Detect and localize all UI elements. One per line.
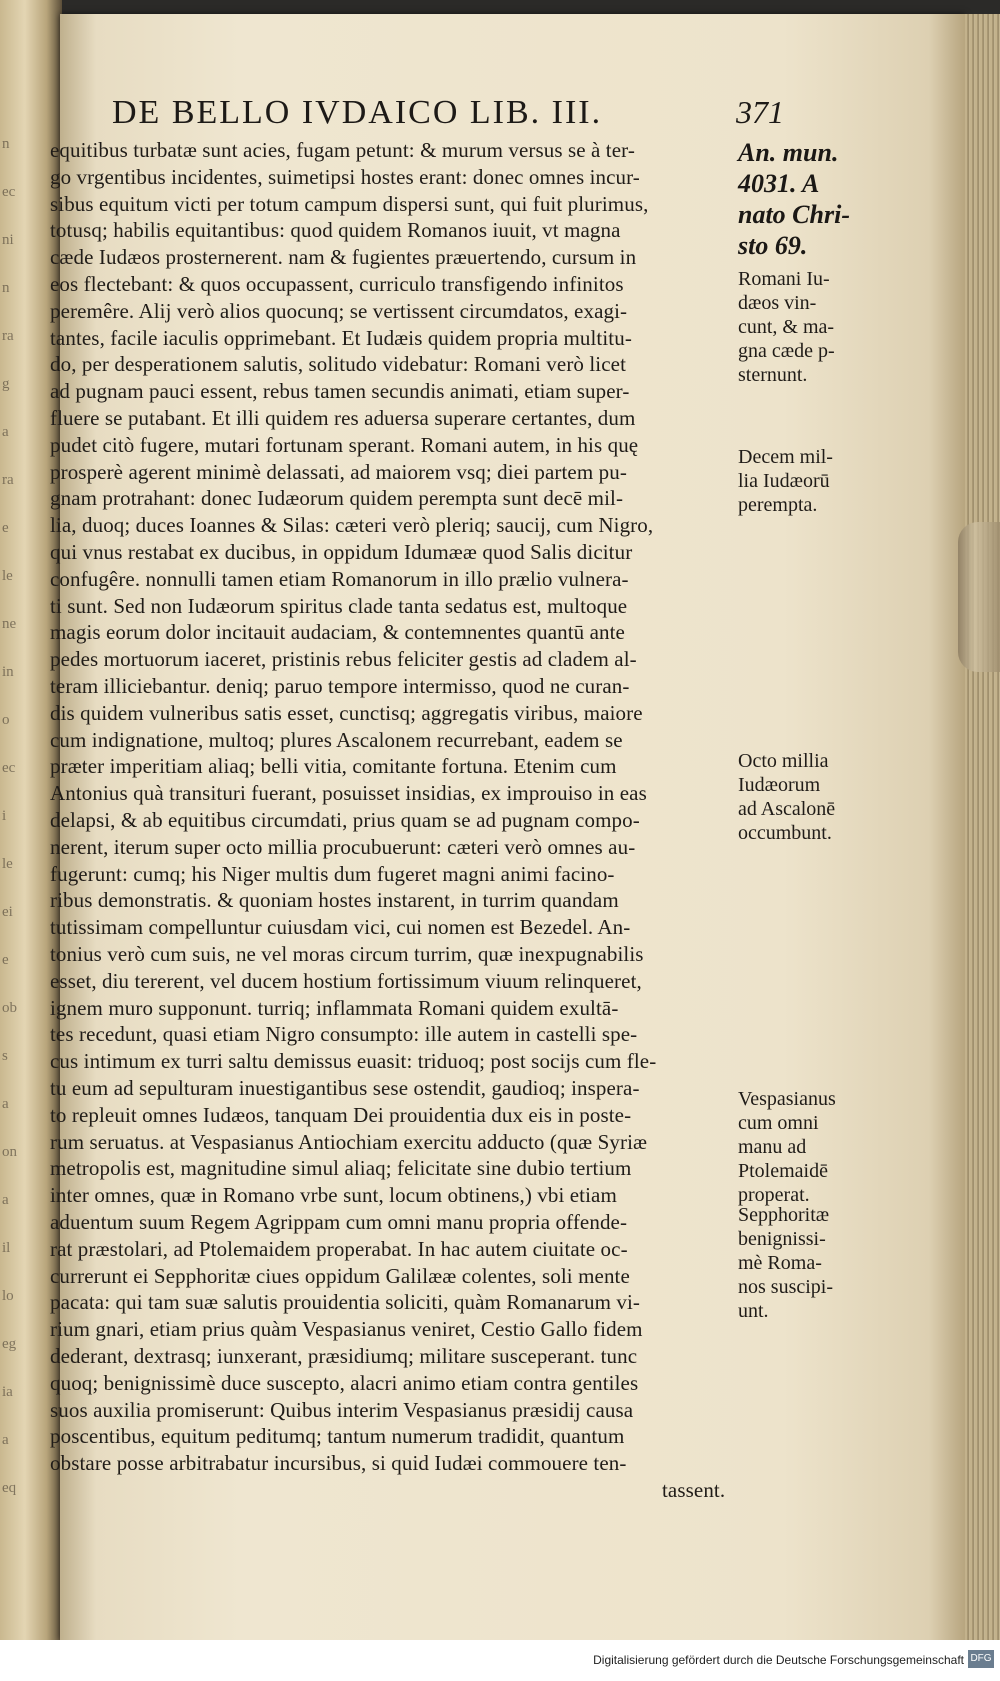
facing-page-fragment: le <box>2 568 13 584</box>
facing-page-fragment: a <box>2 1432 9 1448</box>
facing-page-text-fragments <box>2 120 42 1500</box>
text-line: suos auxilia promiserunt: Quibus interim Vespasianus præsidij causa <box>50 1397 634 1422</box>
facing-page-fragment: g <box>2 376 10 392</box>
text-line: fugerunt: cumq; his Niger multis dum fugeret magni animi facino- <box>50 861 615 886</box>
marginal-note-line: properat. <box>738 1184 810 1206</box>
text-line: fluere se putabant. Et illi quidem res aduersa superare certantes, dum <box>50 406 636 430</box>
facing-page-fragment: a <box>2 1192 9 1208</box>
text-line: prosperè agerent minimè delassati, ad maiorem vsq; diei partem pu- <box>50 459 627 484</box>
marginal-note-line: benignissi- <box>738 1228 826 1250</box>
text-line: tantes, facile iaculis opprimebant. Et Iudæis quidem propria multitu- <box>50 325 632 350</box>
marginal-note-line: perempta. <box>738 494 818 516</box>
facing-page-fragment: o <box>2 712 10 728</box>
marginal-dating-line: An. mun. <box>738 138 839 167</box>
facing-page-fragment: s <box>2 1048 8 1064</box>
text-line: eos flectebant: & quos occupassent, curriculo transfigendo infinitos <box>50 272 624 296</box>
text-line: peremêre. Alij verò alios quocunq; se vertissent circumdatos, exagi- <box>50 298 628 323</box>
text-line: rium gnari, etiam prius quàm Vespasianus veniret, Cestio Gallo fidem <box>50 1317 643 1342</box>
text-line: tu eum ad sepulturam inuestigantibus sese ostendit, gaudioq; inspera- <box>50 1076 640 1100</box>
page-stack-edge <box>965 14 1000 1640</box>
text-line: equitibus turbatæ sunt acies, fugam petunt: & murum versus se à ter- <box>50 138 635 162</box>
marginal-note-line: Romani Iu- <box>738 268 830 290</box>
facing-page-fragment: in <box>2 664 14 680</box>
marginal-note-line: sternunt. <box>738 364 808 386</box>
text-line: ad pugnam pauci essent, rebus tamen secundis animati, etiam super- <box>50 379 630 404</box>
facing-page-fragment: e <box>2 952 9 968</box>
text-line: rat præstolari, ad Ptolemaidem properabat. In hac autem ciuitate oc- <box>50 1236 628 1261</box>
marginal-dating-line: sto 69. <box>738 231 808 260</box>
text-line: aduentum suum Regem Agrippam cum omni manu propria offende- <box>50 1210 628 1234</box>
marginal-note-line: Octo millia <box>738 750 829 772</box>
page-clip <box>958 522 1000 672</box>
text-line: to repleuit omnes Iudæos, tanquam Dei prouidentia dux eis in poste- <box>50 1102 632 1127</box>
text-line: ignem muro supponunt. turriq; inflammata Romani quidem exultā- <box>50 995 619 1020</box>
text-line: gnam protrahant: donec Iudæorum quidem perempta sunt decē mil- <box>50 486 624 511</box>
text-line: dederant, dextrasq; iunxerant, præsidiumq; militare susceperant. tunc <box>50 1344 638 1368</box>
funding-credit: Digitalisierung gefördert durch die Deutsche Forschungsgemeinschaft <box>593 1653 964 1667</box>
page-header <box>88 90 908 140</box>
facing-page-fragment: ec <box>2 760 16 776</box>
text-line: qui vnus restabat ex ducibus, in oppidum Idumææ quod Salis dicitur <box>50 540 633 564</box>
text-line: metropolis est, magnitudine simul aliaq; felicitate sine dubio tertium <box>50 1156 632 1181</box>
dfg-logo: DFG <box>968 1650 994 1668</box>
facing-page-fragment: ni <box>2 232 14 248</box>
marginal-note-line: Sepphoritæ <box>738 1204 830 1226</box>
facing-page-fragment: lo <box>2 1288 14 1304</box>
text-line: quoq; benignissimè duce suscepto, alacri animo etiam contra gentiles <box>50 1370 639 1395</box>
marginal-note-line: lia Iudæorū <box>738 470 830 492</box>
text-line: currerunt ei Sepphoritæ ciues oppidum Galilææ colentes, soli mente <box>50 1263 630 1288</box>
text-line: cum indignatione, multoq; plures Ascalonem recurrebant, eadem se <box>50 727 623 752</box>
text-line: sibus equitum victi per totum campum dispersi sunt, qui fuit plurimus, <box>50 191 649 216</box>
text-line: esset, diu tererent, vel ducem hostium fortissimum viuum relinqueret, <box>50 968 642 993</box>
facing-page-fragment: eg <box>2 1336 17 1352</box>
marginal-note-line: Ptolemaidē <box>738 1160 828 1182</box>
text-line: præter imperitiam aliaq; belli vitia, comitante fortuna. Etenim cum <box>50 754 617 779</box>
facing-page-fragment: ob <box>2 1000 17 1016</box>
text-line: teram illiciebantur. deniq; paruo tempore intermisso, quod ne curan- <box>50 674 630 698</box>
folio-number: 371 <box>736 94 784 130</box>
marginal-note-line: Vespasianus <box>738 1088 836 1110</box>
text-line: totusq; habilis equitantibus: quod quidem Romanos iuuit, vt magna <box>50 218 621 243</box>
text-line: poscentibus, equitum peditumq; tantum numerum tradidit, quantum <box>50 1424 625 1449</box>
marginal-note-line: unt. <box>738 1300 769 1322</box>
marginal-note-line: manu ad <box>738 1136 807 1158</box>
text-line: pedes mortuorum iaceret, pristinis rebus feliciter gestis ad cladem al- <box>50 647 637 672</box>
facing-page-fragment: i <box>2 808 7 824</box>
text-line: tes recedunt, quasi etiam Nigro consumpto: ille autem in castelli spe- <box>50 1022 638 1047</box>
facing-page-fragment: eq <box>2 1480 17 1496</box>
text-line: tassent. <box>662 1478 726 1502</box>
facing-page-fragment: ra <box>2 472 14 488</box>
marginal-note-line: cunt, & ma- <box>738 316 835 338</box>
facing-page-fragment: on <box>2 1144 17 1160</box>
facing-page-fragment: il <box>2 1240 11 1256</box>
marginal-note-line: mè Roma- <box>738 1252 822 1274</box>
text-line: do, per desperationem salutis, solitudo videbatur: Romani verò licet <box>50 352 627 377</box>
facing-page-fragment: ia <box>2 1384 13 1400</box>
text-line: rum seruatus. at Vespasianus Antiochiam exercitu adducto (quæ Syriæ <box>50 1129 648 1154</box>
text-line: pacata: qui tam suæ salutis prouidentia soliciti, quàm Romanarum vi- <box>50 1290 641 1315</box>
text-line: tonius verò cum suis, ne vel moras circum turrim, quæ inexpugnabilis <box>50 942 644 966</box>
facing-page-fragment: ec <box>2 184 16 200</box>
text-line: pudet citò fugere, mutari fortunam sperant. Romani autem, in his quę <box>50 432 639 457</box>
running-title: DE BELLO IVDAICO LIB. III. <box>112 94 603 131</box>
text-line: ribus demonstratis. & quoniam hostes instarent, in turrim quandam <box>50 888 619 913</box>
marginal-note-line: dæos vin- <box>738 292 817 314</box>
text-line: cæde Iudæos prosternerent. nam & fugientes præuertendo, cursum in <box>50 245 637 270</box>
marginal-note-line: ad Ascalonē <box>738 798 836 820</box>
marginal-note-line: gna cæde p- <box>738 340 835 362</box>
marginal-note-line: cum omni <box>738 1112 819 1134</box>
text-line: inter omnes, quæ in Romano vrbe sunt, locum obtinens,) vbi etiam <box>50 1183 617 1208</box>
facing-page-fragment: ra <box>2 328 14 344</box>
marginal-note-line: Decem mil- <box>738 446 833 468</box>
facing-page-fragment: n <box>2 136 10 152</box>
text-line: go vrgentibus incidentes, suimetipsi hostes erant: donec omnes incur- <box>50 164 640 189</box>
text-line: ti sunt. Sed non Iudæorum spiritus clade tanta sedatus est, multoque <box>50 593 628 618</box>
facing-page-fragment: le <box>2 856 13 872</box>
marginal-note-line: Iudæorum <box>738 774 821 796</box>
facing-page-fragment: n <box>2 280 10 296</box>
text-line: lia, duoq; duces Ioannes & Silas: cæteri verò pleriq; saucij, cum Nigro, <box>50 513 654 538</box>
text-line: obstare posse arbitrabatur incursibus, si quid Iudæi commouere ten- <box>50 1451 627 1476</box>
marginal-dating-line: 4031. A <box>738 169 820 198</box>
facing-page-fragment: ne <box>2 616 17 632</box>
text-line: tutissimam compelluntur cuiusdam vici, cui nomen est Bezedel. An- <box>50 915 631 940</box>
text-line: cus intimum ex turri saltu demissus euasit: triduoq; post socijs cum fle- <box>50 1049 657 1074</box>
text-line: confugêre. nonnulli tamen etiam Romanorum in illo prælio vulnera- <box>50 566 629 591</box>
facing-page-fragment: a <box>2 424 9 440</box>
marginal-dating-line: nato Chri- <box>738 200 850 229</box>
text-line: Antonius quà transituri fuerant, posuisset insidias, ex improuiso in eas <box>50 781 647 806</box>
text-line: dis quidem vulneribus satis esset, cunctisq; aggregatis viribus, maiore <box>50 700 643 725</box>
text-line: delapsi, & ab equitibus circumdati, prius quam se ad pugnam compo- <box>50 808 640 832</box>
facing-page-fragment: ei <box>2 904 13 920</box>
marginal-note-line: nos suscipi- <box>738 1276 833 1298</box>
facing-page-fragment: a <box>2 1096 9 1112</box>
facing-page-fragment: e <box>2 520 9 536</box>
text-line: magis eorum dolor incitauit audaciam, & contemnentes quantū ante <box>50 620 625 645</box>
marginal-note-line: occumbunt. <box>738 822 832 844</box>
text-line: nerent, iterum super octo millia procubuerunt: cæteri verò omnes au- <box>50 834 636 859</box>
digitization-footer <box>0 1640 1000 1681</box>
